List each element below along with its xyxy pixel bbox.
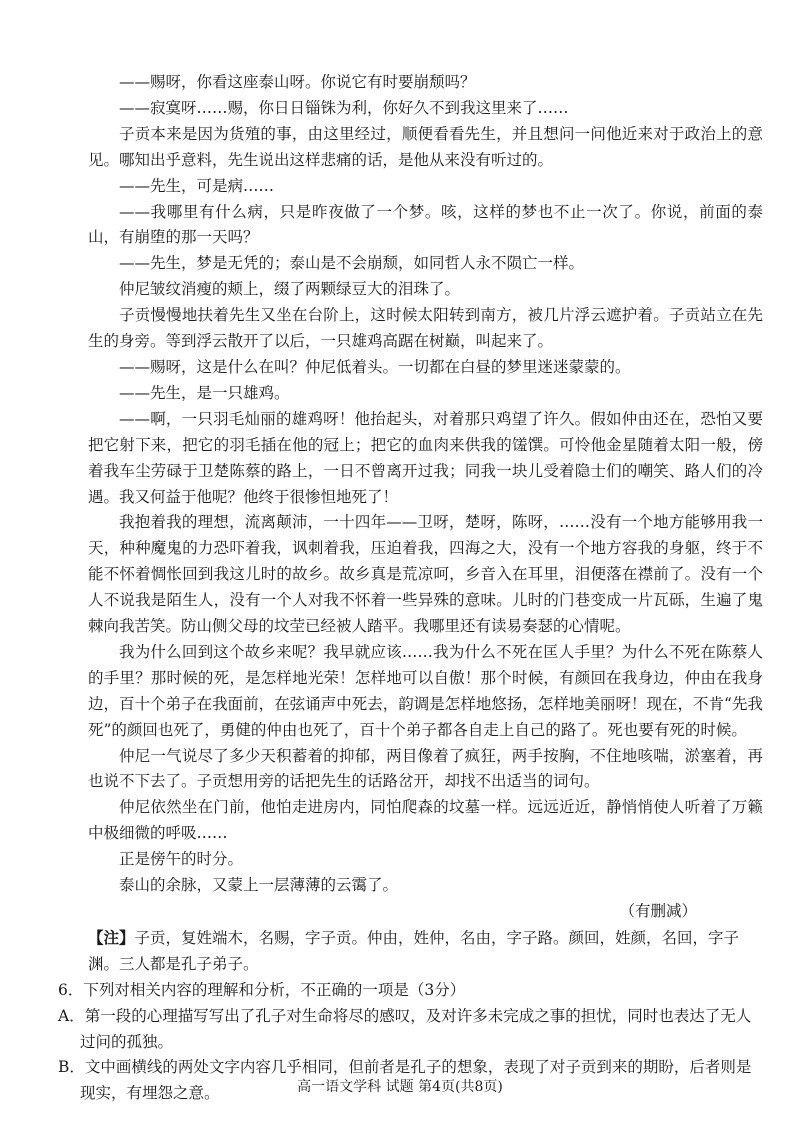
source-note: （有删减） (619, 902, 697, 920)
paragraph: ——先生，是一只雄鸡。 (119, 383, 290, 402)
paragraph: ——我哪里有什么病，只是昨夜做了一个梦。咳，这样的梦也不止一次了。你说，前面的泰山，有崩堕的那一天吗？ (88, 202, 763, 247)
paragraph: ——赐呀，这是什么在叫？仲尼低着头。一切都在白昼的梦里迷迷蒙蒙的。 (119, 357, 631, 376)
option-a: A．第一段的心理描写写出了孔子对生命将尽的感叹，及对许多未完成之事的担忧，同时也表达了无人过问的孤独。 (58, 1006, 752, 1051)
passage (58, 70, 763, 1107)
paragraph: 泰山的余脉，又蒙上一层薄薄的云霭了。 (119, 876, 399, 895)
paragraph: ——赐呀，你看这座泰山呀。你说它有时要崩颓吗？ (119, 73, 476, 91)
page-footer: 高一语文学科 试题 第4页(共8页) (297, 1079, 503, 1095)
paragraph: 我为什么回到这个故乡来呢？我早就应该……我为什么不死在匡人手里？为什么不死在陈蔡人的手里？那时候的死，是怎样地光荣！怎样地可以自傲！那个时候，有颜回在我身边，仲由在我身边，百十个弟子在我面前，在弦诵声中死去，韵调是怎样地悠扬，怎样地美丽呀！现在，不肯“先我死”的颜回也死了，勇健的仲由也死了，百十个弟子都各自走上自己的路了。死也要有死的时候。 (88, 642, 763, 739)
paragraph: ——先生，梦是无凭的；泰山是不会崩颓，如同哲人永不陨亡一样。 (119, 254, 585, 273)
paragraph: 仲尼依然坐在门前，他怕走进房内，同怕爬森的坟墓一样。远远近近，静悄悄使人听着了万籁中极细微的呼吸…… (88, 798, 763, 843)
paragraph: 子贡慢慢地扶着先生又坐在台阶上，这时候太阳转到南方，被几片浮云遮护着。子贡站立在先生的身旁。等到浮云散开了以后，一只雄鸡高踞在树巅，叫起来了。 (88, 306, 763, 351)
paragraph: 正是傍午的时分。 (119, 850, 244, 869)
question-stem: 6．下列对相关内容的理解和分析，不正确的一项是（3分） (58, 980, 466, 999)
paragraph: ——啊，一只羽毛灿丽的雄鸡呀！他抬起头，对着那只鸡望了许久。假如仲由还在，恐怕又要把它射下来，把它的羽毛插在他的冠上；把它的血肉来供我的馐馔。可怜他金星随着太阳一般，傍着我车尘劳碌于卫楚陈蔡的路上，一日不曾离开过我；同我一块儿受着隐士们的嘲笑、路人们的冷遇。我又何益于他呢？他终于很惨怛地死了！ (88, 409, 763, 506)
paragraph: 我抱着我的理想，流离颠沛，一十四年——卫呀，楚呀，陈呀，……没有一个地方能够用我一天，种种魔鬼的力恐吓着我，讽刺着我，压迫着我，四海之大，没有一个地方容我的身躯，终于不能不怀着惆怅回到我这儿时的故乡。故乡真是荒凉呵，乡音入在耳里，泪便落在襟前了。没有一个人不说我是陌生人，没有一个人对我不怀着一些异殊的意味。儿时的门巷变成一片瓦砾，生遍了鬼棘向我苦笑。防山侧父母的坟茔已经被人踏平。我哪里还有读易奏瑟的心情呢。 (88, 513, 763, 636)
annotation-label: 【注】 (88, 927, 135, 947)
paragraph: 仲尼一气说尽了多少天积蓄着的抑郁，两目像着了疯狂，两手按胸，不住地咳喘，淤塞着，再也说不下去了。子贡想用旁的话把先生的话路岔开，却找不出适当的词句。 (88, 746, 763, 791)
annotation (88, 925, 763, 978)
paragraph: 仲尼皱纹消瘦的颊上，缀了两颗绿豆大的泪珠了。 (119, 280, 461, 299)
annotation-text: 子贡，复姓端木，名赐，字子贡。仲由，姓仲，名由，字子路。颜回，姓颜，名回，字子渊。三人都是孔子弟子。 (88, 928, 740, 973)
option-b: B．文中画横线的两处文字内容几乎相同，但前者是孔子的想象，表现了对子贡到来的期盼，后者则是现实，有埋怨之意。 (58, 1058, 752, 1103)
paragraph: ——先生，可是病…… (119, 176, 275, 195)
paragraph: ——寂寞呀……赐，你日日锱铢为利，你好久不到我这里来了…… (119, 98, 569, 117)
paragraph: 子贡本来是因为货殖的事，由这里经过，顺便看看先生，并且想问一问他近来对于政治上的意见。哪知出乎意料，先生说出这样悲痛的话，是他从来没有听过的。 (88, 124, 763, 169)
